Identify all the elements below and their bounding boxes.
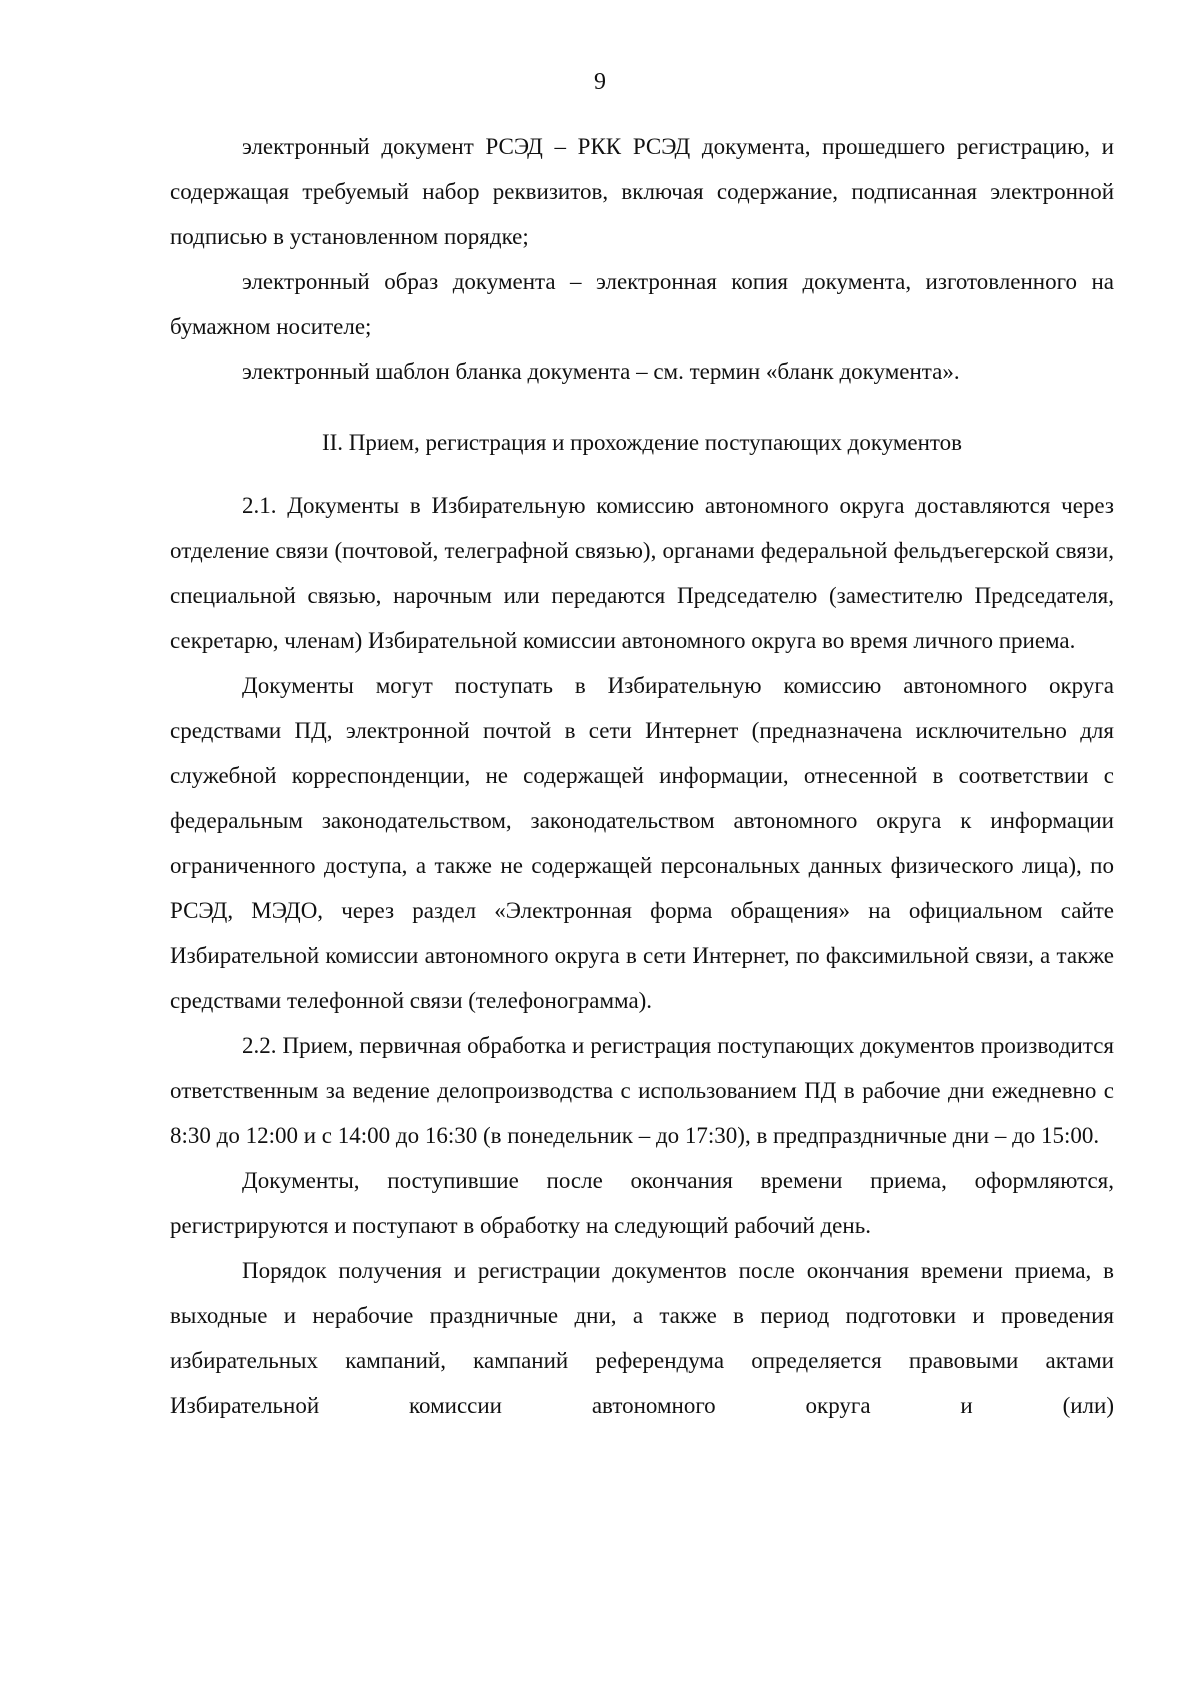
page-number: 9: [594, 69, 606, 95]
paragraph-documents-channels: Документы могут поступать в Избирательную комиссию автономного округа средствами ПД, электронной почтой в сети Интернет (предназначена исключительно для служебной корреспонденции, не содержащей информации, отнесенной в соответствии с федеральным законодательством, законодательством автономного округа к информации ограниченного доступа, а также не содержащей персональных данных физического лица), по РСЭД, МЭДО, через раздел «Электронная форма обращения» на официальном сайте Избирательной комиссии автономного округа в сети Интернет, по факсимильной связи, а также средствами телефонной связи (телефонограмма).: [170, 673, 1114, 1013]
paragraph-electronic-template: электронный шаблон бланка документа – см. термин «бланк документа».: [242, 359, 960, 384]
paragraph-after-hours: Документы, поступившие после окончания времени приема, оформляются, регистрируются и поступают в обработку на следующий рабочий день.: [170, 1168, 1114, 1238]
paragraph-procedure: Порядок получения и регистрации документов после окончания времени приема, в выходные и нерабочие праздничные дни, а также в период подготовки и проведения избирательных кампаний, кампаний референдума определяется правовыми актами Избирательной комиссии автономного округа и (или): [170, 1258, 1114, 1418]
section-heading: II. Прием, регистрация и прохождение поступающих документов: [321, 430, 963, 455]
paragraph-2-2: 2.2. Прием, первичная обработка и регистрация поступающих документов производится ответственным за ведение делопроизводства с использованием ПД в рабочие дни ежедневно с 8:30 до 12:00 и с 14:00 до 16:30 (в понедельник – до 17:30), в предпраздничные дни – до 15:00.: [170, 1033, 1114, 1148]
document-body: [170, 124, 1114, 1428]
paragraph-electronic-document-rsed: электронный документ РСЭД – РКК РСЭД документа, прошедшего регистрацию, и содержащая требуемый набор реквизитов, включая содержание, подписанная электронной подписью в установленном порядке;: [170, 134, 1114, 249]
paragraph-electronic-image: электронный образ документа – электронная копия документа, изготовленного на бумажном носителе;: [170, 269, 1114, 339]
paragraph-2-1: 2.1. Документы в Избирательную комиссию автономного округа доставляются через отделение связи (почтовой, телеграфной связью), органами федеральной фельдъегерской связи, специальной связью, нарочным или передаются Председателю (заместителю Председателя, секретарю, членам) Избирательной комиссии автономного округа во время личного приема.: [170, 493, 1114, 653]
